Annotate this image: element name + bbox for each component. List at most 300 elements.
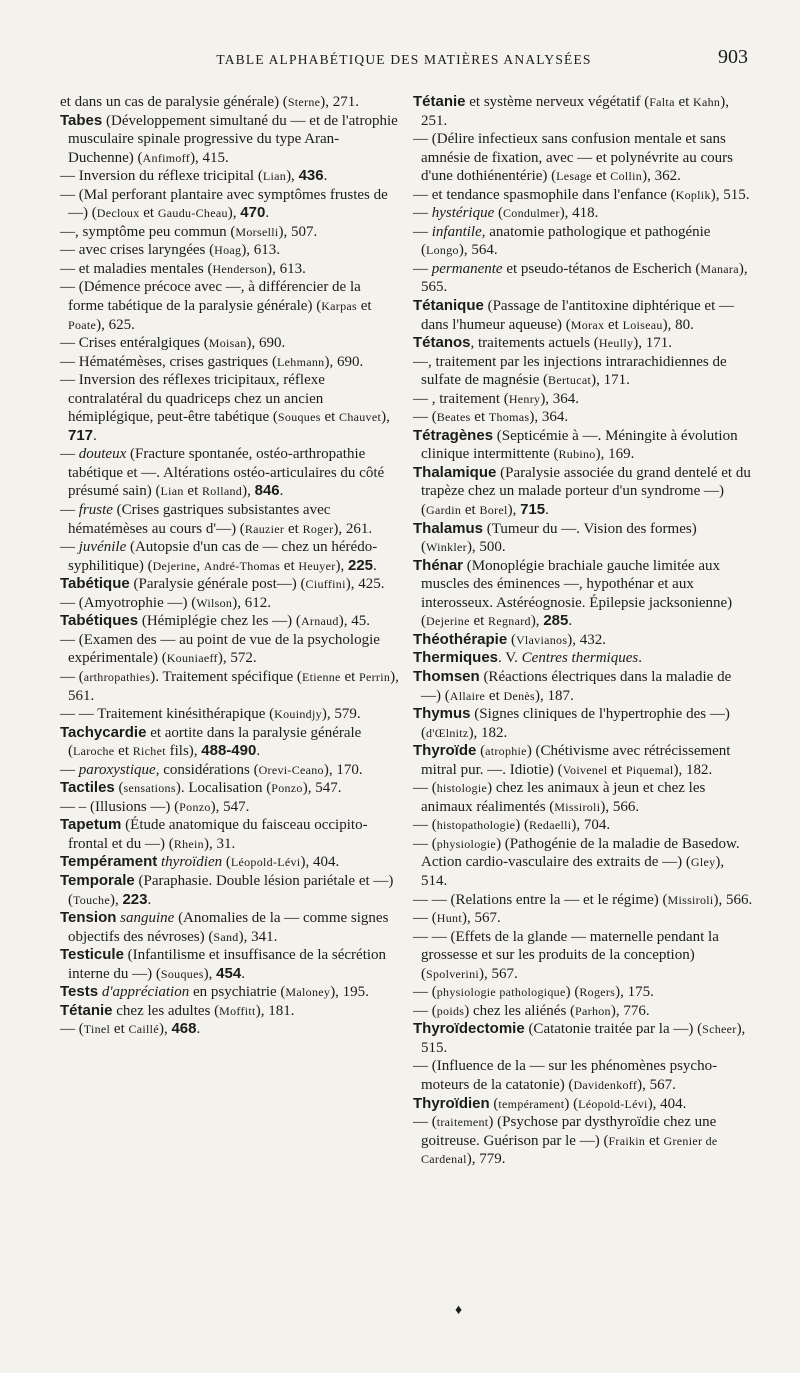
- entry-text: ), 171.: [591, 372, 630, 389]
- entry-author: Henderson: [212, 261, 268, 276]
- entry-text: et: [469, 613, 489, 630]
- entry-text: , considérations (: [155, 761, 259, 778]
- entry-author: Decloux: [96, 206, 140, 221]
- entry-heading: Tabétique: [60, 575, 130, 593]
- entry-text: (: [114, 780, 124, 797]
- index-entry: [60, 872, 400, 909]
- entry-author: physiologie: [436, 836, 497, 851]
- entry-author: Etienne: [301, 669, 341, 684]
- entry-text: ), 515.: [421, 1021, 746, 1056]
- entry-text: ), 561.: [68, 668, 399, 704]
- entry-text: et système nerveux végétatif (: [465, 94, 650, 110]
- entry-page-ref: 285: [543, 612, 569, 630]
- entry-author: Souques: [160, 966, 204, 981]
- entry-heading: Thomsen: [413, 667, 480, 685]
- entry-qualifier: fruste: [78, 502, 113, 519]
- entry-author: Moisan: [208, 336, 247, 351]
- entry-text: ), 364.: [540, 390, 580, 407]
- entry-text: ),: [530, 613, 544, 630]
- entry-qualifier: sanguine: [120, 910, 175, 927]
- entry-text: ), 187.: [535, 687, 574, 704]
- entry-qualifier: paroxystique: [78, 761, 156, 778]
- entry-text: .: [545, 502, 549, 519]
- entry-qualifier: infantile: [431, 223, 482, 240]
- index-entry: [413, 353, 753, 390]
- entry-text: et pseudo-tétanos de Escherich (: [502, 260, 701, 277]
- entry-text: .: [196, 1021, 201, 1038]
- entry-text: ), 547.: [210, 798, 250, 815]
- entry-text: ), 567.: [637, 1076, 676, 1093]
- entry-author: Perrin: [359, 669, 391, 684]
- entry-author: Léopold-Lévi: [230, 855, 301, 870]
- index-entry: [60, 631, 400, 668]
- entry-text: ), 567.: [479, 965, 518, 982]
- entry-text: — (Démence précoce avec —, à différencier de la forme tabétique de la paralysie générale) (: [60, 279, 361, 315]
- entry-author: Beates: [436, 410, 471, 425]
- entry-text: ),: [227, 205, 241, 222]
- entry-text: ), 341.: [238, 928, 278, 945]
- entry-text: ), 507.: [278, 223, 318, 240]
- index-entry: [413, 835, 753, 891]
- entry-page-ref: 223: [122, 890, 148, 908]
- entry-author: Bertucat: [548, 373, 592, 388]
- entry-text: ) (Chétivisme avec rétrécissement mitral pur. —. Idiotie) (: [421, 743, 731, 778]
- entry-text: ), 690.: [324, 353, 364, 370]
- index-entry: [60, 946, 400, 983]
- entry-author: Lian: [262, 169, 287, 184]
- index-entry: [60, 594, 400, 613]
- entry-text: (Septicémie à —. Méningite à évolution clinique intermittente (: [421, 427, 738, 463]
- entry-text: ), 613.: [241, 242, 281, 259]
- entry-page-ref: 717: [68, 426, 94, 444]
- index-entry: [60, 278, 400, 334]
- entry-text: ,: [196, 557, 204, 574]
- entry-text: , traitements actuels (: [470, 335, 599, 352]
- entry-author: Souques: [277, 410, 321, 425]
- entry-author: Kouniaeff: [166, 651, 218, 666]
- entry-text: —: [60, 539, 79, 556]
- entry-heading: Thymus: [413, 705, 471, 723]
- entry-text: .: [568, 613, 573, 630]
- entry-text: — (: [60, 668, 84, 685]
- entry-qualifier: juvénile: [78, 539, 127, 556]
- index-entry: [413, 668, 753, 705]
- index-column-right: [413, 93, 753, 1169]
- entry-text: ),: [242, 483, 255, 500]
- entry-text: (Hémiplégie chez les —) (: [138, 613, 301, 630]
- entry-author: Morselli: [235, 224, 279, 239]
- index-entry: [60, 909, 400, 946]
- entry-heading: Théothérapie: [413, 630, 508, 648]
- entry-author: d'Œlnitz: [426, 725, 469, 740]
- entry-text: et: [139, 205, 158, 222]
- entry-author: Hunt: [436, 911, 462, 926]
- entry-text: ), 271.: [320, 94, 360, 110]
- entry-text: ), 567.: [461, 910, 501, 927]
- entry-text: ), 515.: [710, 186, 750, 203]
- entry-author: traitement: [436, 1115, 489, 1130]
- entry-text: ), 432.: [567, 631, 607, 648]
- entry-text: ), 500.: [466, 539, 506, 556]
- entry-author: Touche: [73, 892, 110, 907]
- entry-heading: Thyroïdectomie: [413, 1020, 525, 1038]
- entry-text: ). Traitement spécifique (: [150, 668, 302, 685]
- index-entry: [60, 445, 400, 501]
- entry-author: Heully: [598, 336, 634, 351]
- index-entry: [413, 390, 753, 409]
- entry-text: ), 415.: [190, 149, 229, 166]
- entry-author: Longo: [426, 243, 459, 258]
- entry-author: Gley: [690, 855, 716, 870]
- index-entry: [413, 631, 753, 650]
- index-entry: [413, 260, 753, 297]
- entry-text: ), 175.: [615, 984, 654, 1001]
- entry-heading: Tétanie: [60, 1001, 113, 1019]
- index-entry: [413, 705, 753, 742]
- entry-author: arthropathies: [83, 669, 151, 684]
- entry-author: Léopold-Lévi: [578, 1096, 648, 1111]
- entry-text: et aortite dans la paralysie générale (: [68, 724, 362, 760]
- entry-author: Falta: [649, 95, 675, 109]
- index-entry: [60, 260, 400, 279]
- index-entry: [413, 130, 753, 186]
- entry-author: Koplik: [675, 187, 711, 202]
- index-entry: [413, 297, 753, 334]
- entry-text: — (: [413, 835, 437, 852]
- entry-author: Rubino: [558, 447, 596, 462]
- entry-text: ), 404.: [300, 854, 340, 871]
- entry-author: atrophie: [485, 744, 527, 759]
- entry-text: —: [413, 260, 432, 277]
- entry-author: Kahn: [693, 95, 721, 109]
- entry-text: (Étude anatomique du faisceau occipito-frontal et du —) (: [68, 817, 368, 852]
- index-entry: [60, 167, 400, 186]
- entry-qualifier: Centres thermiques: [521, 650, 639, 667]
- index-entry: [60, 724, 400, 761]
- entry-text: fils),: [165, 743, 202, 760]
- entry-author: Tinel: [83, 1022, 111, 1037]
- entry-author: Chauvet: [339, 410, 382, 425]
- entry-author: Lehmann: [277, 354, 325, 369]
- entry-author: histologie: [436, 781, 488, 796]
- entry-text: ), 404.: [647, 1095, 687, 1112]
- entry-text: . V.: [498, 650, 522, 667]
- entry-author: Ponzo: [271, 781, 303, 796]
- entry-text: — (: [413, 817, 437, 834]
- entry-heading: Testicule: [60, 946, 124, 964]
- entry-qualifier: permanente: [431, 260, 503, 277]
- entry-author: Dejerine: [426, 614, 470, 629]
- entry-text: ) (: [565, 984, 580, 1001]
- index-entry: [413, 1002, 753, 1021]
- entry-heading: Tabétiques: [60, 612, 139, 630]
- index-entry: [60, 779, 400, 798]
- entry-text: ),: [335, 557, 348, 574]
- entry-text: ),: [158, 1021, 172, 1038]
- entry-text: et: [183, 483, 202, 500]
- entry-text: (: [494, 205, 503, 222]
- entry-author: Wilson: [196, 595, 233, 610]
- header-title: TABLE ALPHABÉTIQUE DES MATIÈRES ANALYSÉES: [216, 52, 592, 67]
- entry-text: et: [110, 1021, 129, 1038]
- entry-author: Parhon: [575, 1003, 611, 1018]
- entry-text: .: [638, 650, 642, 667]
- entry-author: Caillé: [128, 1022, 159, 1037]
- entry-text: —, symptôme peu commun (: [60, 223, 236, 240]
- entry-heading: Tétanie: [413, 93, 466, 110]
- entry-qualifier: d'appréciation: [101, 984, 190, 1001]
- entry-text: ), 182.: [468, 724, 508, 741]
- entry-text: ), 195.: [330, 984, 369, 1001]
- entry-text: ) (: [515, 817, 529, 834]
- entry-author: Kouindjy: [274, 707, 322, 722]
- entry-text: ), 776.: [610, 1002, 650, 1019]
- entry-author: sensations: [123, 781, 176, 796]
- entry-author: poids: [436, 1003, 465, 1018]
- entry-text: ), 362.: [642, 168, 681, 185]
- entry-author: Allaire: [449, 688, 486, 703]
- entry-text: (: [222, 854, 231, 871]
- entry-text: ) chez les aliénés (: [464, 1002, 576, 1019]
- entry-author: Piquemal: [625, 762, 674, 777]
- entry-author: Karpas: [321, 299, 357, 314]
- entry-text: — (Examen des — au point de vue de la psychologie expérimentale) (: [60, 631, 380, 667]
- index-column-left: [60, 93, 400, 1039]
- index-entry: [413, 520, 753, 557]
- entry-text: .: [241, 965, 245, 982]
- entry-text: et: [461, 502, 480, 519]
- entry-text: (Passage de l'antitoxine diphtérique et — dans l'humeur aqueuse) (: [421, 298, 734, 333]
- entry-text: .: [256, 743, 261, 760]
- index-entry: [413, 93, 753, 130]
- entry-heading: Tétanos: [413, 334, 471, 352]
- entry-text: — avec crises laryngées (: [60, 242, 215, 259]
- entry-heading: Tabes: [60, 111, 103, 129]
- entry-text: (Anomalies de la — comme signes objectifs des névroses) (: [68, 910, 389, 945]
- entry-text: — — Traitement kinésithérapique (: [60, 706, 275, 723]
- entry-heading: Tétragènes: [413, 426, 494, 444]
- entry-author: Davidenkoff: [573, 1077, 638, 1092]
- entry-text: ), 170.: [323, 761, 363, 778]
- entry-text: — (Influence de la — sur les phénomènes psycho-moteurs de la catatonie) (: [413, 1058, 718, 1093]
- index-entry: [60, 223, 400, 242]
- entry-text: .: [323, 168, 328, 185]
- entry-author: Rolland: [202, 484, 243, 499]
- entry-author: Spolverini: [426, 966, 479, 981]
- entry-author: Laroche: [73, 744, 115, 759]
- index-entry: [60, 816, 400, 853]
- entry-author: physiologie pathologique: [436, 985, 566, 1000]
- entry-text: chez les adultes (: [112, 1002, 220, 1019]
- index-entry: [60, 186, 400, 223]
- entry-text: ), 565.: [421, 260, 748, 296]
- index-entry: [413, 1057, 753, 1094]
- entry-text: —: [413, 223, 432, 240]
- entry-text: ), 779.: [466, 1151, 506, 1168]
- entry-text: (Signes cliniques de l'hypertrophie des —) (: [421, 706, 730, 741]
- index-entry: [413, 983, 753, 1002]
- entry-author: Sand: [213, 929, 239, 944]
- index-entry: [60, 112, 400, 168]
- entry-page-ref: 715: [520, 501, 546, 519]
- entry-text: ),: [203, 965, 217, 982]
- entry-text: ) (: [564, 1095, 579, 1112]
- index-entry: [60, 93, 400, 112]
- entry-text: — Crises entéralgiques (: [60, 335, 209, 352]
- entry-text: ),: [381, 409, 390, 426]
- entry-text: et dans un cas de paralysie générale) (: [60, 94, 288, 110]
- entry-author: Arnaud: [300, 614, 339, 629]
- entry-text: ). Localisation (: [175, 780, 272, 797]
- entry-text: ), 566.: [713, 891, 753, 908]
- entry-heading: Tétanique: [413, 297, 484, 315]
- entry-text: (Monoplégie brachiale gauche limitée aux muscles des éminences —, hypothénar et aux interosseux. Astéréognosie. Épilepsie jacksonienne) (: [421, 557, 733, 630]
- index-entry: [60, 371, 400, 445]
- entry-text: et: [604, 316, 623, 333]
- index-entry: [413, 186, 753, 205]
- index-entry: [413, 1095, 753, 1114]
- entry-text: (Tumeur du —. Vision des formes) (: [421, 520, 697, 556]
- entry-heading: Thalamus: [413, 519, 484, 537]
- entry-author: Fraikin: [608, 1133, 646, 1148]
- index-entry: [60, 575, 400, 594]
- index-entry: [413, 1113, 753, 1169]
- entry-text: ), 564.: [458, 242, 498, 259]
- entry-text: — (Amyotrophie —) (: [60, 594, 197, 611]
- entry-author: Condulmer: [502, 206, 560, 221]
- entry-text: ), 566.: [600, 798, 640, 815]
- index-entry: [60, 612, 400, 631]
- entry-text: et: [485, 687, 504, 704]
- entry-author: Redaelli: [529, 818, 572, 833]
- entry-author: Gardin: [426, 503, 462, 518]
- entry-author: Dejerine: [152, 558, 197, 573]
- entry-text: — (: [60, 1021, 84, 1038]
- entry-author: Orevi-Ceano: [258, 762, 324, 777]
- index-entry: [413, 909, 753, 928]
- entry-text: ), 690.: [246, 335, 286, 352]
- entry-heading: Thénar: [413, 556, 464, 574]
- entry-author: Vlavianos: [515, 632, 568, 647]
- entry-text: ) (Psychose par dysthyroïdie chez une goitreuse. Guérison par le —) (: [421, 1114, 717, 1149]
- entry-text: — Inversion des réflexes tricipitaux, réflexe contralatéral du quadriceps chez un ancien hémiplégique, peut-être tabétique (: [60, 372, 325, 426]
- entry-text: ), 251.: [421, 94, 729, 129]
- entry-text: — Inversion du réflexe tricipital (: [60, 168, 263, 185]
- entry-page-ref: 488-490: [201, 742, 257, 760]
- entry-heading: Tension: [60, 909, 117, 927]
- entry-author: Lian: [160, 484, 184, 499]
- entry-text: et: [674, 94, 694, 110]
- entry-text: — – (Illusions —) (: [60, 798, 180, 815]
- index-entry: [413, 928, 753, 984]
- entry-text: (Réactions électriques dans la maladie de —) (: [421, 668, 732, 704]
- entry-author: Rauzier: [244, 521, 285, 536]
- entry-page-ref: 454: [216, 964, 242, 982]
- index-entry: [413, 334, 753, 353]
- entry-text: — (: [413, 910, 437, 927]
- entry-text: (: [507, 631, 516, 648]
- entry-heading: Tapetum: [60, 816, 122, 834]
- page-number: 903: [718, 46, 748, 68]
- entry-author: Loiseau: [622, 317, 663, 332]
- entry-author: Missiroli: [667, 892, 714, 907]
- entry-text: (: [489, 1095, 499, 1112]
- index-entry: [413, 1020, 753, 1057]
- entry-text: ) (Pathogénie de la maladie de Basedow. Action cardio-vasculaire des extraits de —) (: [421, 835, 740, 871]
- entry-author: tempérament: [498, 1096, 565, 1111]
- entry-author: Poate: [68, 317, 97, 332]
- entry-text: —: [60, 761, 79, 778]
- index-entry: [60, 334, 400, 353]
- entry-author: Collin: [610, 169, 643, 184]
- index-entry: [413, 464, 753, 520]
- entry-text: ), 169.: [595, 446, 635, 463]
- entry-page-ref: 846: [254, 482, 280, 500]
- entry-author: Gaudu-Cheau: [157, 206, 228, 221]
- entry-author: Rhein: [173, 836, 204, 851]
- index-entry: [413, 816, 753, 835]
- entry-text: ), 171.: [633, 335, 673, 352]
- entry-text: —: [413, 205, 432, 222]
- entry-heading: Thyroïde: [413, 742, 477, 760]
- index-entry: [413, 204, 753, 223]
- entry-text: .: [279, 483, 284, 500]
- entry-text: (Développement simultané du — et de l'atrophie musculaire spinale progressive du type Aran-Duchenne) (: [68, 112, 398, 166]
- entry-text: ), 579.: [321, 706, 361, 723]
- entry-text: ), 45.: [338, 613, 370, 630]
- index-entry: [413, 557, 753, 631]
- entry-author: Winkler: [426, 540, 467, 555]
- entry-heading: Tempérament: [60, 853, 158, 871]
- entry-qualifier: hystérique: [431, 205, 495, 222]
- entry-author: Heuyer: [298, 558, 336, 573]
- entry-text: .: [265, 205, 270, 222]
- entry-text: et: [284, 520, 303, 537]
- entry-text: (Crises gastriques subsistantes avec hématémèses au cours d'—) (: [68, 502, 331, 537]
- entry-text: et: [591, 168, 611, 185]
- entry-text: ), 612.: [232, 594, 271, 611]
- entry-text: — (: [413, 1114, 437, 1131]
- entry-text: — Hématémèses, crises gastriques (: [60, 353, 278, 370]
- entry-author: Lesage: [556, 169, 592, 184]
- index-entry: [60, 501, 400, 538]
- entry-text: (Infantilisme et insuffisance de la sécrétion interne du —) (: [68, 947, 387, 982]
- running-header: [60, 46, 748, 78]
- entry-text: (: [476, 743, 486, 760]
- entry-author: Hoag: [214, 243, 242, 258]
- entry-text: ), 364.: [529, 409, 569, 426]
- entry-text: .: [147, 891, 152, 908]
- entry-text: ), 704.: [571, 817, 611, 834]
- entry-heading: Temporale: [60, 871, 135, 889]
- entry-text: — (Délire infectieux sans confusion mentale et sans amnésie de fixation, avec — et polynévrite au cours d'une dothiénentérie) (: [413, 131, 733, 185]
- entry-text: — — (Effets de la glande — maternelle pendant la grossesse et sur les produits de la conception) (: [413, 928, 719, 982]
- entry-page-ref: 470: [240, 204, 266, 222]
- entry-qualifier: thyroïdien: [161, 854, 223, 871]
- index-entry: [60, 1002, 400, 1021]
- index-entry: [60, 1020, 400, 1039]
- index-entry: [60, 241, 400, 260]
- entry-text: ) chez les animaux à jeun et chez les animaux réalimentés (: [421, 780, 706, 815]
- entry-text: , anatomie pathologique et pathogénie (: [421, 223, 711, 259]
- entry-author: Manara: [700, 261, 739, 276]
- entry-page-ref: 436: [298, 167, 324, 185]
- entry-text: (Autopsie d'un cas de — chez un hérédo-syphilitique) (: [68, 539, 378, 574]
- entry-text: et: [645, 1132, 664, 1149]
- entry-text: ), 613.: [267, 260, 306, 277]
- entry-author: Morax: [570, 317, 605, 332]
- entry-author: Moffitt: [219, 1003, 256, 1018]
